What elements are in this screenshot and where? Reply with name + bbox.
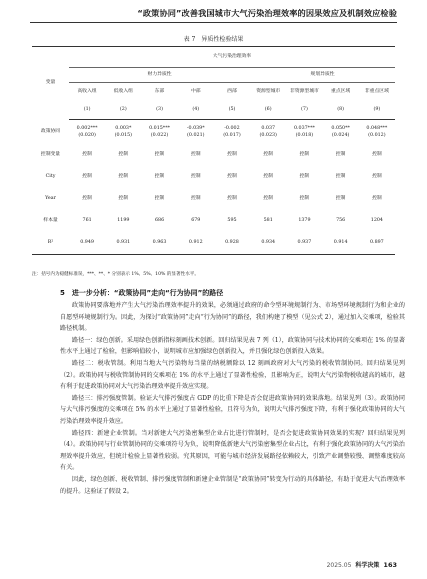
table-cell	[105, 120, 141, 145]
table-row	[32, 188, 395, 210]
col-number: (5)	[214, 101, 250, 120]
col-header: 东部	[154, 89, 165, 94]
coef: 0.048***	[366, 125, 388, 131]
table-note: 注：括号内为稳健标准误，***、**、* 分别表示 1%、5%、10% 的显著性水平。	[32, 272, 199, 277]
table-row	[32, 166, 395, 188]
table-cell: 控制	[263, 174, 273, 179]
row-label: City	[45, 174, 56, 179]
table-cell: 0.912	[178, 232, 214, 255]
table-cell: 控制	[190, 196, 201, 201]
coef: 0.015***	[149, 125, 171, 131]
col-number: (2)	[105, 101, 141, 120]
table-cell: 756	[336, 218, 346, 223]
table-cell	[69, 120, 105, 145]
table-cell: 控制	[154, 152, 165, 157]
paragraph: 政策协同要落地并产生大气污染治理效率提升的效果，必须通过政府的命令型环境规制行为、市场型环境规制行为和企业的自愿型环境规制行为。因此，为探讨“政策协同”走向“行为协同”的路径，我们构建了模型（见公式 2），通过加入交乘项，检验其路径机制。	[60, 302, 405, 333]
table-cell: 0.934	[250, 232, 286, 255]
coef: -0.002	[224, 125, 240, 131]
table-cell: 0.914	[323, 232, 359, 255]
table-cell: 控制	[154, 196, 165, 201]
table-cell: 控制	[372, 152, 382, 157]
table-cell: 控制	[335, 152, 346, 157]
issue-date: 2025.05	[326, 562, 352, 569]
col-header: 非重点区域	[364, 89, 389, 94]
table-row	[32, 210, 395, 232]
table-cell: 控制	[82, 196, 92, 201]
col-header: 资源型城市	[256, 89, 281, 94]
var-header: 变量	[32, 47, 69, 120]
col-number: (6)	[250, 101, 286, 120]
table-cell	[178, 120, 214, 145]
table-cell: 控制	[82, 152, 92, 157]
paragraph: 路径三：排污强度管制。验证大气排污强度占 GDP 的比重下降是否会促进政策协同的效果落地。结果见列（3）。政策协同与大气排污强度的交乘项在 5% 的水平上通过了显著性检验，且符号为负，说明大气排污强度下降，有利于强化政策协同的大气污染治理效率提升效应。	[60, 394, 405, 425]
table-cell: 控制	[118, 196, 129, 201]
table-cell: 0.949	[69, 232, 105, 255]
page-number: 163	[383, 561, 397, 569]
row-label: 样本量	[43, 218, 58, 223]
header-row-nums	[32, 101, 395, 120]
col-number: (7)	[286, 101, 322, 120]
col-number: (4)	[178, 101, 214, 120]
std-error: (0.023)	[259, 132, 277, 138]
table-cell: 控制	[299, 196, 310, 201]
paragraph: 因此，绿色创新、税收管制、排污强度管制和新建企业管制是“政策协同”转变为行动的具体路径，有助于促进大气治理效率的提升。这验证了假设 2。	[60, 475, 405, 495]
table-cell: 控制	[263, 152, 273, 157]
header-row-het	[32, 68, 395, 83]
table-cell: 控制	[227, 152, 237, 157]
col-number: (8)	[323, 101, 359, 120]
header-row-group	[32, 47, 395, 68]
col-header: 低收入组	[113, 89, 133, 94]
table-cell	[286, 120, 322, 145]
table-cell: 控制	[299, 174, 310, 179]
table-cell: 控制	[227, 196, 237, 201]
std-error: (0.020)	[78, 132, 96, 138]
table-cell: 761	[82, 218, 92, 223]
table-cell: 控制	[190, 152, 201, 157]
table-cell: 0.928	[214, 232, 250, 255]
row-label: 控制变量	[40, 152, 61, 157]
table-cell: 控制	[335, 196, 346, 201]
het2-header: 规划异质性	[250, 68, 395, 83]
table-cell: 0.931	[105, 232, 141, 255]
coef: 0.037	[261, 125, 276, 131]
table-cell	[250, 120, 286, 145]
table-cell: 控制	[335, 174, 346, 179]
table-cell: 0.897	[359, 232, 395, 255]
table-cell	[359, 120, 395, 145]
coef: 0.002***	[76, 125, 98, 131]
coef: 0.037***	[293, 125, 315, 131]
row-label: Year	[45, 196, 56, 201]
std-error: (0.017)	[223, 132, 241, 138]
table-row	[32, 144, 395, 166]
col-header: 重点区域	[331, 89, 351, 94]
header-rule	[30, 22, 397, 23]
coef: -0.039*	[186, 125, 205, 131]
page-footer	[327, 560, 397, 569]
table-cell	[323, 120, 359, 145]
table-row	[32, 232, 395, 255]
group-header: 大气污染治理效率	[69, 47, 395, 68]
table-cell: 控制	[118, 152, 129, 157]
std-error: (0.022)	[150, 132, 169, 138]
het1-header: 财力异质性	[69, 68, 250, 83]
journal-name: 科学决策	[355, 562, 380, 569]
table-cell: 控制	[263, 196, 273, 201]
table-cell: 1379	[298, 218, 311, 223]
running-header: “政策协同”改善我国城市大气污染治理效率的因果效应及机制效应检验	[137, 8, 397, 18]
row-label: 政策协同	[40, 128, 61, 134]
table-cell: 控制	[227, 174, 237, 179]
table-row	[32, 120, 395, 145]
row-label: R²	[32, 232, 69, 255]
table-cell: 1199	[117, 218, 130, 223]
col-number: (3)	[141, 101, 177, 120]
header-row-cols	[32, 83, 395, 102]
table-cell: 控制	[299, 152, 310, 157]
table-cell: 581	[263, 218, 273, 223]
std-error: (0.015)	[114, 132, 133, 138]
table-cell: 控制	[190, 174, 201, 179]
std-error: (0.012)	[368, 132, 386, 138]
table-cell: 679	[191, 218, 201, 223]
col-header: 非资源型城市	[290, 89, 319, 94]
table-cell: 0.963	[141, 232, 177, 255]
std-error: (0.021)	[187, 132, 205, 138]
std-error: (0.018)	[295, 132, 314, 138]
table-cell: 595	[227, 218, 237, 223]
col-number: (1)	[69, 101, 105, 120]
col-header: 高收入组	[77, 89, 97, 94]
table-cell: 1204	[370, 218, 383, 223]
table-cell: 控制	[372, 196, 382, 201]
table-cell: 控制	[82, 174, 92, 179]
section-heading: 5 进一步分析：“政策协同”走向“行为协同”的路径	[60, 289, 224, 297]
table-caption: 表 7 异质性检验结果	[183, 36, 244, 43]
paragraph: 路径四：新建企业管制。当对新建大气污染密集型企业占比进行管制时，是否会促进政策协同效果的实现？回归结果见列（4）。政策协同与行业管制协同的交乘项符号为负，说明降低新建大气污染密集型企业占比，有利于强化政策协同的大气污染治理效率提升效应，但统计检验上显著性较弱。究其原因，可能与城市经济发展路径依赖较大，引致产业调整较慢、调整难度较高有关。	[60, 429, 405, 472]
table-cell: 控制	[372, 174, 382, 179]
table-cell: 686	[154, 218, 165, 223]
col-number: (9)	[359, 101, 395, 120]
coef: 0.003*	[115, 125, 132, 131]
body-text	[60, 300, 405, 497]
col-header: 西部	[227, 89, 237, 94]
col-header: 中部	[190, 89, 201, 94]
table-cell: 0.937	[286, 232, 322, 255]
coef: 0.050**	[331, 125, 350, 131]
std-error: (0.024)	[331, 132, 350, 138]
table-cell: 控制	[118, 174, 129, 179]
table-cell	[141, 120, 177, 145]
paragraph: 路径一：绿色创新。采用绿色创新指标刻画技术创新。回归结果见表 7 列（1），政策协同与技术协同的交乘项在 1% 的显著性水平上通过了检验，但影响值较小，说明城市应加强绿色创新投入，并且强化绿色创新投入效果。	[60, 336, 405, 356]
paragraph: 路径二：税收管制。利用当地大气污染物每当量的纳税额除以 12 刻画政府对大气污染的税收管制协同。回归结果见列（2）。政策协同与税收管制协同的交乘项在 1% 的水平上通过了显著性检验，且影响为正，说明大气污染物税收越高的城市，越有利于促进政策协同对大气污染治理效率提升效应实现。	[60, 359, 405, 391]
results-table	[32, 46, 395, 255]
table-cell: 控制	[154, 174, 165, 179]
table-cell	[214, 120, 250, 145]
